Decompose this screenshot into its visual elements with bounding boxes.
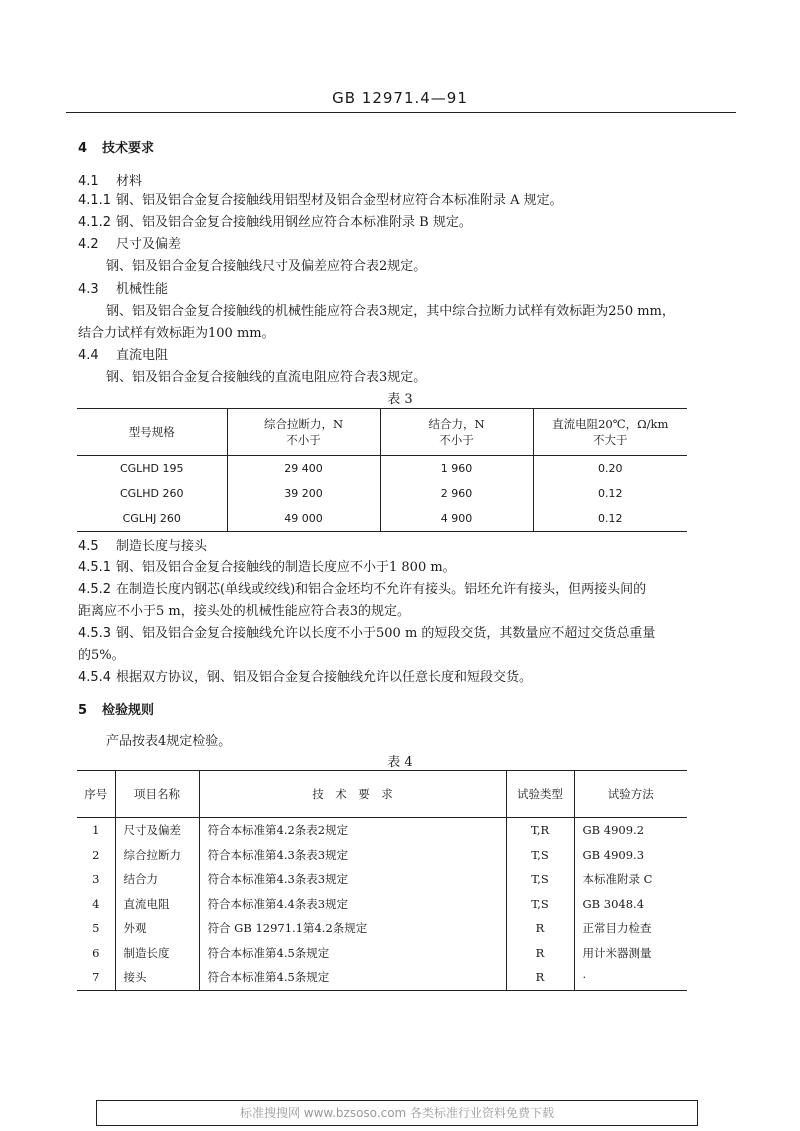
clause-4-5 [78,538,207,556]
clause-number: 4.5.1 [78,560,112,575]
clause-title: 制造长度与接头 [116,539,208,554]
clause-4-1-2 [78,214,472,232]
table-cell: R [506,941,574,966]
table-cell: 综合拉断力 [115,843,199,868]
clause-4-5-1 [78,559,456,577]
table-cell: 用计米器测量 [574,941,687,966]
column-header: 项目名称 [115,771,199,818]
table-cell: CGLHD 195 [119,462,184,475]
column-header [77,409,227,456]
column-header-qualifier: 不小于 [439,433,474,447]
table-cell: 符合 GB 12971.1第4.2条规定 [199,916,506,941]
table-cell: 1 960 [380,456,533,482]
table-cell: 4 900 [380,506,533,532]
clause-4-5-4 [78,669,532,687]
table-cell: 5 [92,921,100,936]
clause-4-4 [78,347,168,365]
clause-4-1-1 [78,192,563,210]
table-cell: 29 400 [227,456,380,482]
clause-number: 4.5.2 [78,582,112,597]
clause-text: 钢、铝及铝合金复合接触线允许以长度不小于500 m 的短段交货，其数量应不超过交货总重量 [116,626,656,641]
column-header-label: 结合力，N [428,417,485,431]
table-row [77,916,687,941]
table-cell: 0.20 [533,456,687,482]
table-cell: 0.12 [533,506,687,532]
clause-title: 材料 [116,174,143,189]
table-cell: 正常目力检查 [574,916,687,941]
table-cell: T,S [506,843,574,868]
section-number: 4 [78,141,88,156]
clause-4-1 [78,173,142,191]
clause-4-3-text-line1: 钢、铝及铝合金复合接触线的机械性能应符合表3规定，其中综合拉断力试样有效标距为250 mm， [106,304,675,319]
table-cell: T,R [506,818,574,843]
clause-number: 4.2 [78,237,99,252]
clause-4-5-2 [78,581,646,599]
table-cell: CGLHD 260 [119,487,184,500]
clause-text: 钢、铝及铝合金复合接触线用钢丝应符合本标准附录 B 规定。 [116,215,472,230]
table-cell: 0.12 [533,481,687,506]
table-row [77,506,687,532]
clause-4-3-text-line2: 结合力试样有效标距为100 mm。 [78,326,275,341]
table-cell: R [506,965,574,990]
table-cell: 符合本标准第4.3条表3规定 [199,867,506,892]
table-cell: CGLHJ 260 [122,512,181,525]
section-title: 检验规则 [102,703,155,718]
table-cell: 接头 [115,965,199,990]
clause-number: 4.1.2 [78,215,112,230]
table-cell: 4 [92,896,100,911]
table-cell: 7 [92,970,100,985]
table-cell: T,S [506,892,574,917]
clause-number: 4.4 [78,348,99,363]
table-row [77,456,687,482]
table-cell: 符合本标准第4.5条规定 [199,965,506,990]
column-header [380,409,533,456]
table-cell: 制造长度 [115,941,199,966]
column-header [227,409,380,456]
table-cell: 6 [92,945,100,960]
clause-text: 根据双方协议，钢、铝及铝合金复合接触线允许以任意长度和短段交货。 [116,670,533,685]
column-header-qualifier: 不大于 [593,433,628,447]
table-cell: · [574,965,687,990]
clause-text: 钢、铝及铝合金复合接触线用铝型材及铝合金型材应符合本标准附录 A 规定。 [116,193,563,208]
clause-number: 4.3 [78,282,99,297]
table-cell: 2 [92,847,100,862]
table-row [77,843,687,868]
column-header-label: 直流电阻20℃，Ω/km [552,417,669,431]
clause-4-5-2-line2: 距离应不小于5 m，接头处的机械性能应符合表3的规定。 [78,604,411,619]
table-cell: 符合本标准第4.3条表3规定 [199,843,506,868]
table-cell: 1 [92,823,100,838]
section-5-heading [78,702,154,720]
table-cell: 2 960 [380,481,533,506]
table-cell: 符合本标准第4.2条表2规定 [199,818,506,843]
table-header-row [77,771,687,818]
table-cell: T,S [506,867,574,892]
column-header [533,409,687,456]
column-header: 技 术 要 求 [199,771,506,818]
table-cell: 外观 [115,916,199,941]
table-cell: 本标准附录 C [574,867,687,892]
table-cell: 符合本标准第4.5条规定 [199,941,506,966]
table-cell: 直流电阻 [115,892,199,917]
table-row [77,941,687,966]
clause-title: 机械性能 [116,282,169,297]
clause-number: 4.5.3 [78,626,112,641]
clause-title: 尺寸及偏差 [116,237,182,252]
header-rule [66,112,736,113]
column-header-label: 型号规格 [128,425,175,439]
table-cell: 结合力 [115,867,199,892]
column-header: 序号 [77,771,115,818]
table-row [77,965,687,990]
table-3 [77,408,687,532]
table-header-row [77,409,687,456]
table-4 [77,770,687,991]
table-row [77,867,687,892]
table-row [77,892,687,917]
table-row [77,818,687,843]
column-header-label: 综合拉断力，N [263,417,344,431]
clause-4-2-text: 钢、铝及铝合金复合接触线尺寸及偏差应符合表2规定。 [106,259,427,274]
clause-4-3 [78,281,168,299]
table-cell: GB 3048.4 [574,892,687,917]
clause-4-2 [78,236,181,254]
clause-title: 直流电阻 [116,348,169,363]
table-row [77,481,687,506]
section-5-text: 产品按表4规定检验。 [106,734,232,749]
clause-number: 4.5.4 [78,670,112,685]
standard-code-header: GB 12971.4—91 [332,89,468,107]
table-cell: GB 4909.2 [574,818,687,843]
table-cell: 39 200 [227,481,380,506]
table-cell: 49 000 [227,506,380,532]
table-4-caption: 表 4 [387,755,413,770]
table-cell: 尺寸及偏差 [115,818,199,843]
table-cell: GB 4909.3 [574,843,687,868]
column-header: 试验方法 [574,771,687,818]
table-cell: 符合本标准第4.4条表3规定 [199,892,506,917]
clause-text: 钢、铝及铝合金复合接触线的制造长度应不小于1 800 m。 [116,560,456,575]
clause-number: 4.5 [78,539,99,554]
footer-watermark-link[interactable]: 标准搜搜网 www.bzsoso.com 各类标准行业资料免费下载 [96,1100,698,1126]
clause-number: 4.1.1 [78,193,112,208]
section-number: 5 [78,703,88,718]
clause-4-5-3-line2: 的5%。 [78,648,125,663]
clause-number: 4.1 [78,174,99,189]
section-4-heading [78,140,154,158]
table-cell: R [506,916,574,941]
clause-text: 在制造长度内钢芯(单线或绞线)和铝合金坯均不允许有接头。铝坯允许有接头，但两接头间的 [116,582,647,597]
table-3-caption: 表 3 [387,392,413,407]
table-cell: 3 [92,872,100,887]
clause-4-4-text: 钢、铝及铝合金复合接触线的直流电阻应符合表3规定。 [106,370,427,385]
column-header-qualifier: 不小于 [286,433,321,447]
clause-4-5-3 [78,625,655,643]
section-title: 技术要求 [102,141,155,156]
column-header: 试验类型 [506,771,574,818]
